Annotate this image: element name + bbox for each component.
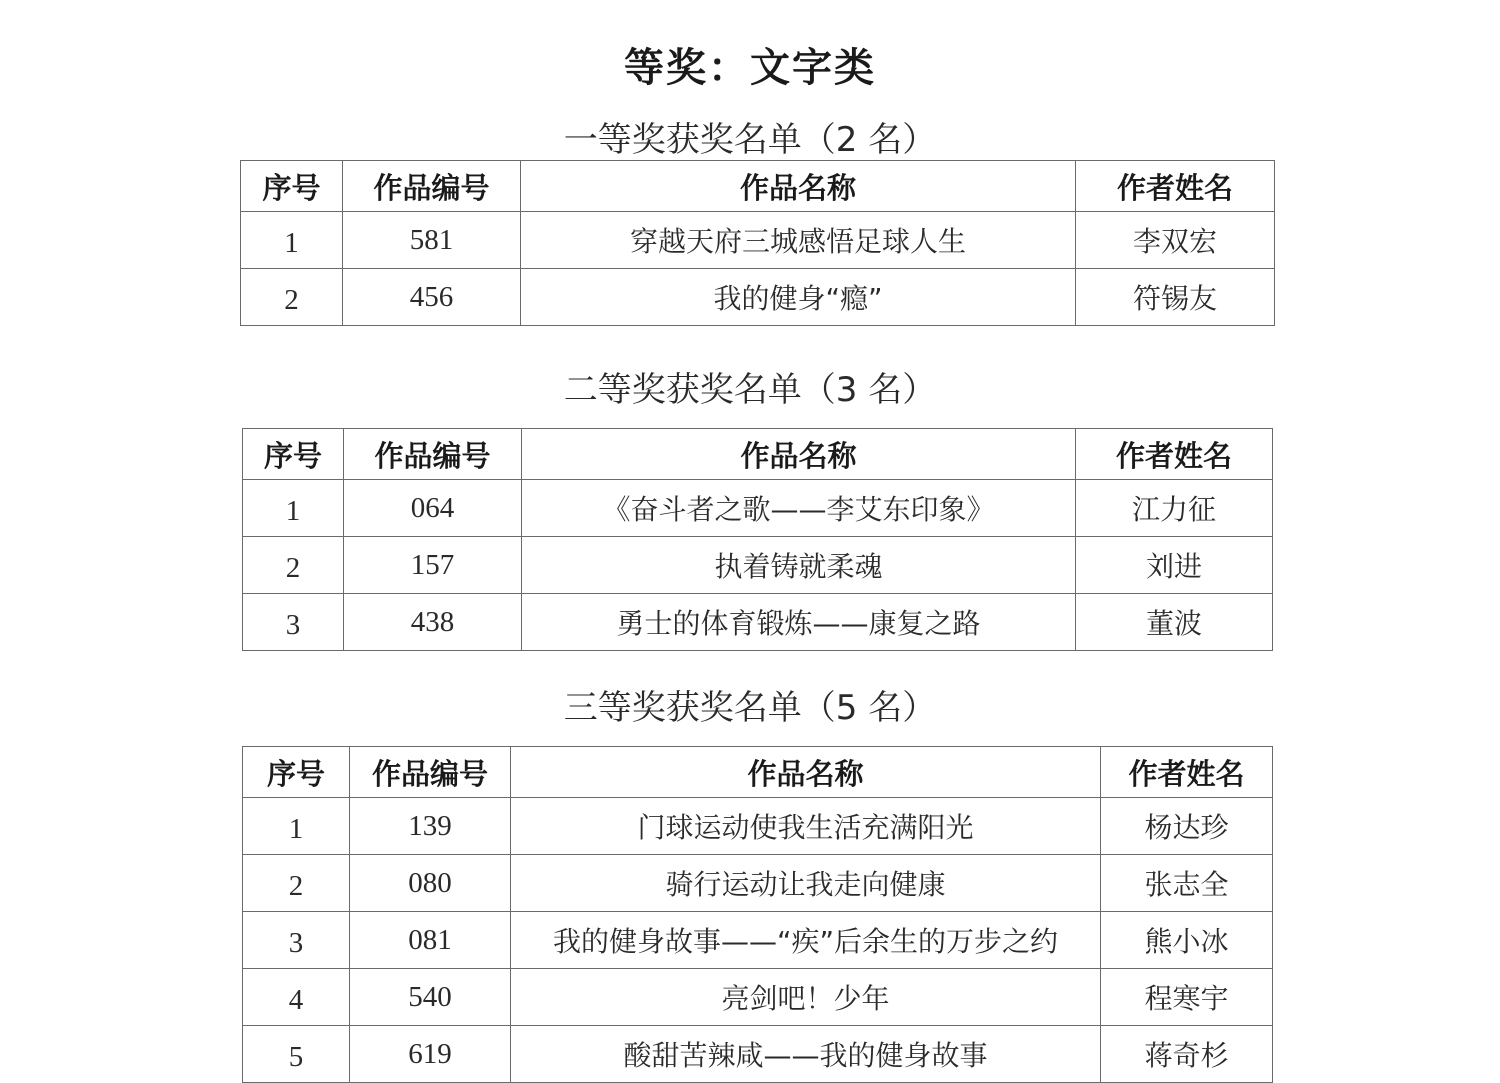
cell-code: 456 [343, 269, 521, 326]
cell-seq: 3 [243, 594, 344, 651]
header-author: 作者姓名 [1076, 429, 1273, 480]
table-row [241, 269, 1275, 326]
table-row [243, 594, 1273, 651]
header-author: 作者姓名 [1101, 747, 1273, 798]
table-header-row [243, 429, 1273, 480]
cell-code: 619 [350, 1026, 511, 1083]
cell-author: 董波 [1076, 594, 1273, 651]
header-code: 作品编号 [344, 429, 522, 480]
cell-seq: 2 [243, 537, 344, 594]
cell-code: 581 [343, 212, 521, 269]
cell-name: 勇士的体育锻炼——康复之路 [522, 594, 1076, 651]
header-code: 作品编号 [343, 161, 521, 212]
cell-name: 《奋斗者之歌——李艾东印象》 [522, 480, 1076, 537]
third-prize-table [242, 746, 1273, 1083]
table-header-row [241, 161, 1275, 212]
cell-name: 门球运动使我生活充满阳光 [511, 798, 1101, 855]
cell-seq: 4 [243, 969, 350, 1026]
header-name: 作品名称 [521, 161, 1076, 212]
cell-seq: 2 [241, 269, 343, 326]
table-header-row [243, 747, 1273, 798]
cell-author: 程寒宇 [1101, 969, 1273, 1026]
header-code: 作品编号 [350, 747, 511, 798]
cell-author: 蒋奇杉 [1101, 1026, 1273, 1083]
table-row [243, 537, 1273, 594]
cell-code: 540 [350, 969, 511, 1026]
table-row [243, 969, 1273, 1026]
first-prize-table [240, 160, 1275, 326]
first-prize-title: 一等奖获奖名单（2 名） [563, 120, 937, 160]
table-row [243, 855, 1273, 912]
cell-seq: 2 [243, 855, 350, 912]
cell-code: 064 [344, 480, 522, 537]
cell-name: 执着铸就柔魂 [522, 537, 1076, 594]
cell-name: 亮剑吧！少年 [511, 969, 1101, 1026]
cell-author: 李双宏 [1076, 212, 1275, 269]
cell-author: 江力征 [1076, 480, 1273, 537]
cell-seq: 5 [243, 1026, 350, 1083]
header-seq: 序号 [243, 747, 350, 798]
header-seq: 序号 [243, 429, 344, 480]
header-name: 作品名称 [522, 429, 1076, 480]
cell-author: 张志全 [1101, 855, 1273, 912]
cell-author: 符锡友 [1076, 269, 1275, 326]
cell-seq: 1 [241, 212, 343, 269]
cell-author: 刘进 [1076, 537, 1273, 594]
header-seq: 序号 [241, 161, 343, 212]
cell-author: 熊小冰 [1101, 912, 1273, 969]
cell-name: 我的健身“瘾” [521, 269, 1076, 326]
cell-seq: 3 [243, 912, 350, 969]
second-prize-title: 二等奖获奖名单（3 名） [563, 370, 937, 410]
cell-seq: 1 [243, 798, 350, 855]
cell-name: 我的健身故事——“疾”后余生的万步之约 [511, 912, 1101, 969]
header-name: 作品名称 [511, 747, 1101, 798]
cell-name: 穿越天府三城感悟足球人生 [521, 212, 1076, 269]
cell-author: 杨达珍 [1101, 798, 1273, 855]
cell-code: 438 [344, 594, 522, 651]
second-prize-table [242, 428, 1273, 651]
table-row [243, 480, 1273, 537]
cell-code: 157 [344, 537, 522, 594]
table-row [243, 798, 1273, 855]
cell-code: 081 [350, 912, 511, 969]
header-author: 作者姓名 [1076, 161, 1275, 212]
table-row [241, 212, 1275, 269]
page-title: 等奖：文字类 [624, 45, 876, 91]
table-row [243, 1026, 1273, 1083]
cell-name: 酸甜苦辣咸——我的健身故事 [511, 1026, 1101, 1083]
cell-name: 骑行运动让我走向健康 [511, 855, 1101, 912]
cell-code: 139 [350, 798, 511, 855]
cell-seq: 1 [243, 480, 344, 537]
third-prize-title: 三等奖获奖名单（5 名） [563, 688, 937, 728]
table-row [243, 912, 1273, 969]
cell-code: 080 [350, 855, 511, 912]
